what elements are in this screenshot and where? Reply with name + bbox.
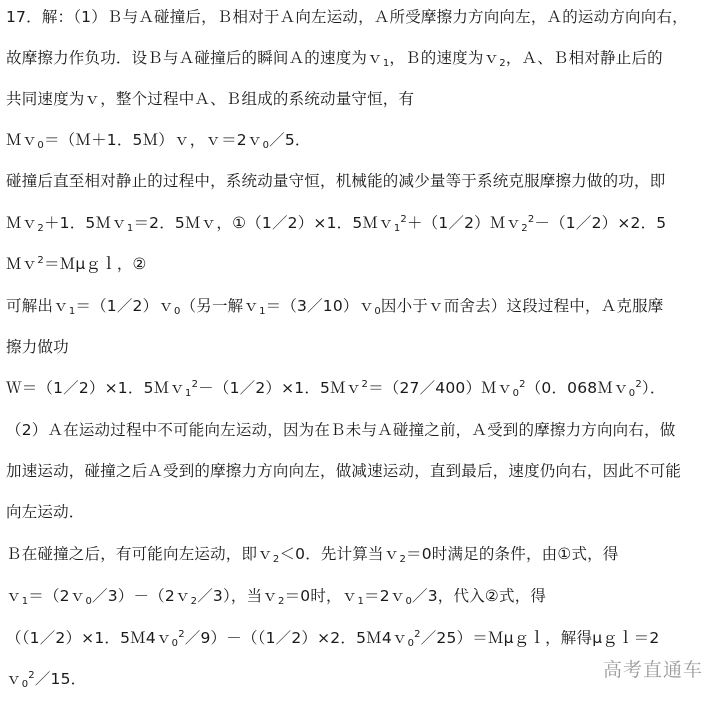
text-line: 故摩擦力作负功．设Ｂ与Ａ碰撞后的瞬间Ａ的速度为ｖ$_1$，Ｂ的速度为ｖ$_2$，Ａ、Ｂ相对静止后的 — [6, 49, 663, 69]
text-line: 擦力做功 — [6, 338, 69, 356]
text-line: 可解出ｖ$_1$＝（1／2）ｖ$_0$（另一解ｖ$_1$＝（3／10）ｖ$_0$因小于ｖ而舍去）这段过程中，Ａ克服摩 — [6, 297, 664, 317]
text-line: （2）Ａ在运动过程中不可能向左运动，因为在Ｂ未与Ａ碰撞之前，Ａ受到的摩擦力方向向右，做 — [6, 421, 676, 439]
text-line: Ｂ在碰撞之后，有可能向左运动，即ｖ$_2$＜0．先计算当ｖ$_2$＝0时满足的条件，由①式，得 — [6, 545, 619, 565]
text-line: ｖ$_1$＝（2ｖ$_0$／3）－（2ｖ$_2$／3），当ｖ$_2$＝0时，ｖ$_1$＝2ｖ$_0$／3，代入②式，得 — [6, 587, 547, 607]
text-line: ｖ$_0^2$／15． — [6, 670, 87, 690]
watermark-text: 高考直通车 — [602, 659, 703, 681]
text-line: 碰撞后直至相对静止的过程中，系统动量守恒，机械能的减少量等于系统克服摩擦力做的功，即 — [6, 172, 666, 190]
text-line: Ｗ＝（1／2）×1．5Ｍｖ$_1^2$－（1／2）×1．5Ｍｖ$^2$＝（27／400）Ｍｖ$_0^2$（0．068Ｍｖ$_0^2$）． — [6, 379, 666, 399]
text-line: 17．解：（1）Ｂ与Ａ碰撞后，Ｂ相对于Ａ向左运动，Ａ所受摩擦力方向向左，Ａ的运动方向向右， — [6, 8, 688, 26]
text-line: 加速运动，碰撞之后Ａ受到的摩擦力方向向左，做减速运动，直到最后，速度仍向右，因此不可能 — [6, 462, 682, 480]
text-line: Ｍｖ$_0$＝（Ｍ＋1．5Ｍ）ｖ，ｖ＝2ｖ$_0$／5． — [6, 131, 311, 151]
text-line: 共同速度为ｖ，整个过程中Ａ、Ｂ组成的系统动量守恒，有 — [6, 90, 415, 108]
text-line: Ｍｖ$_2$＋1．5Ｍｖ$_1$＝2．5Ｍｖ，①（1／2）×1．5Ｍｖ$_1^2$＋（1／2）Ｍｖ$_2^2$－（1／2）×2．5 — [6, 214, 667, 234]
text-line: Ｍｖ$^2$＝Ｍμｇｌ，② — [6, 255, 147, 273]
text-line: （（1／2）×1．5Ｍ4ｖ$_0^2$／9）－（（1／2）×2．5Ｍ4ｖ$_0^2$／25）＝Ｍμｇｌ，解得μｇｌ＝2 — [6, 629, 660, 649]
text-line: 向左运动． — [6, 503, 85, 521]
